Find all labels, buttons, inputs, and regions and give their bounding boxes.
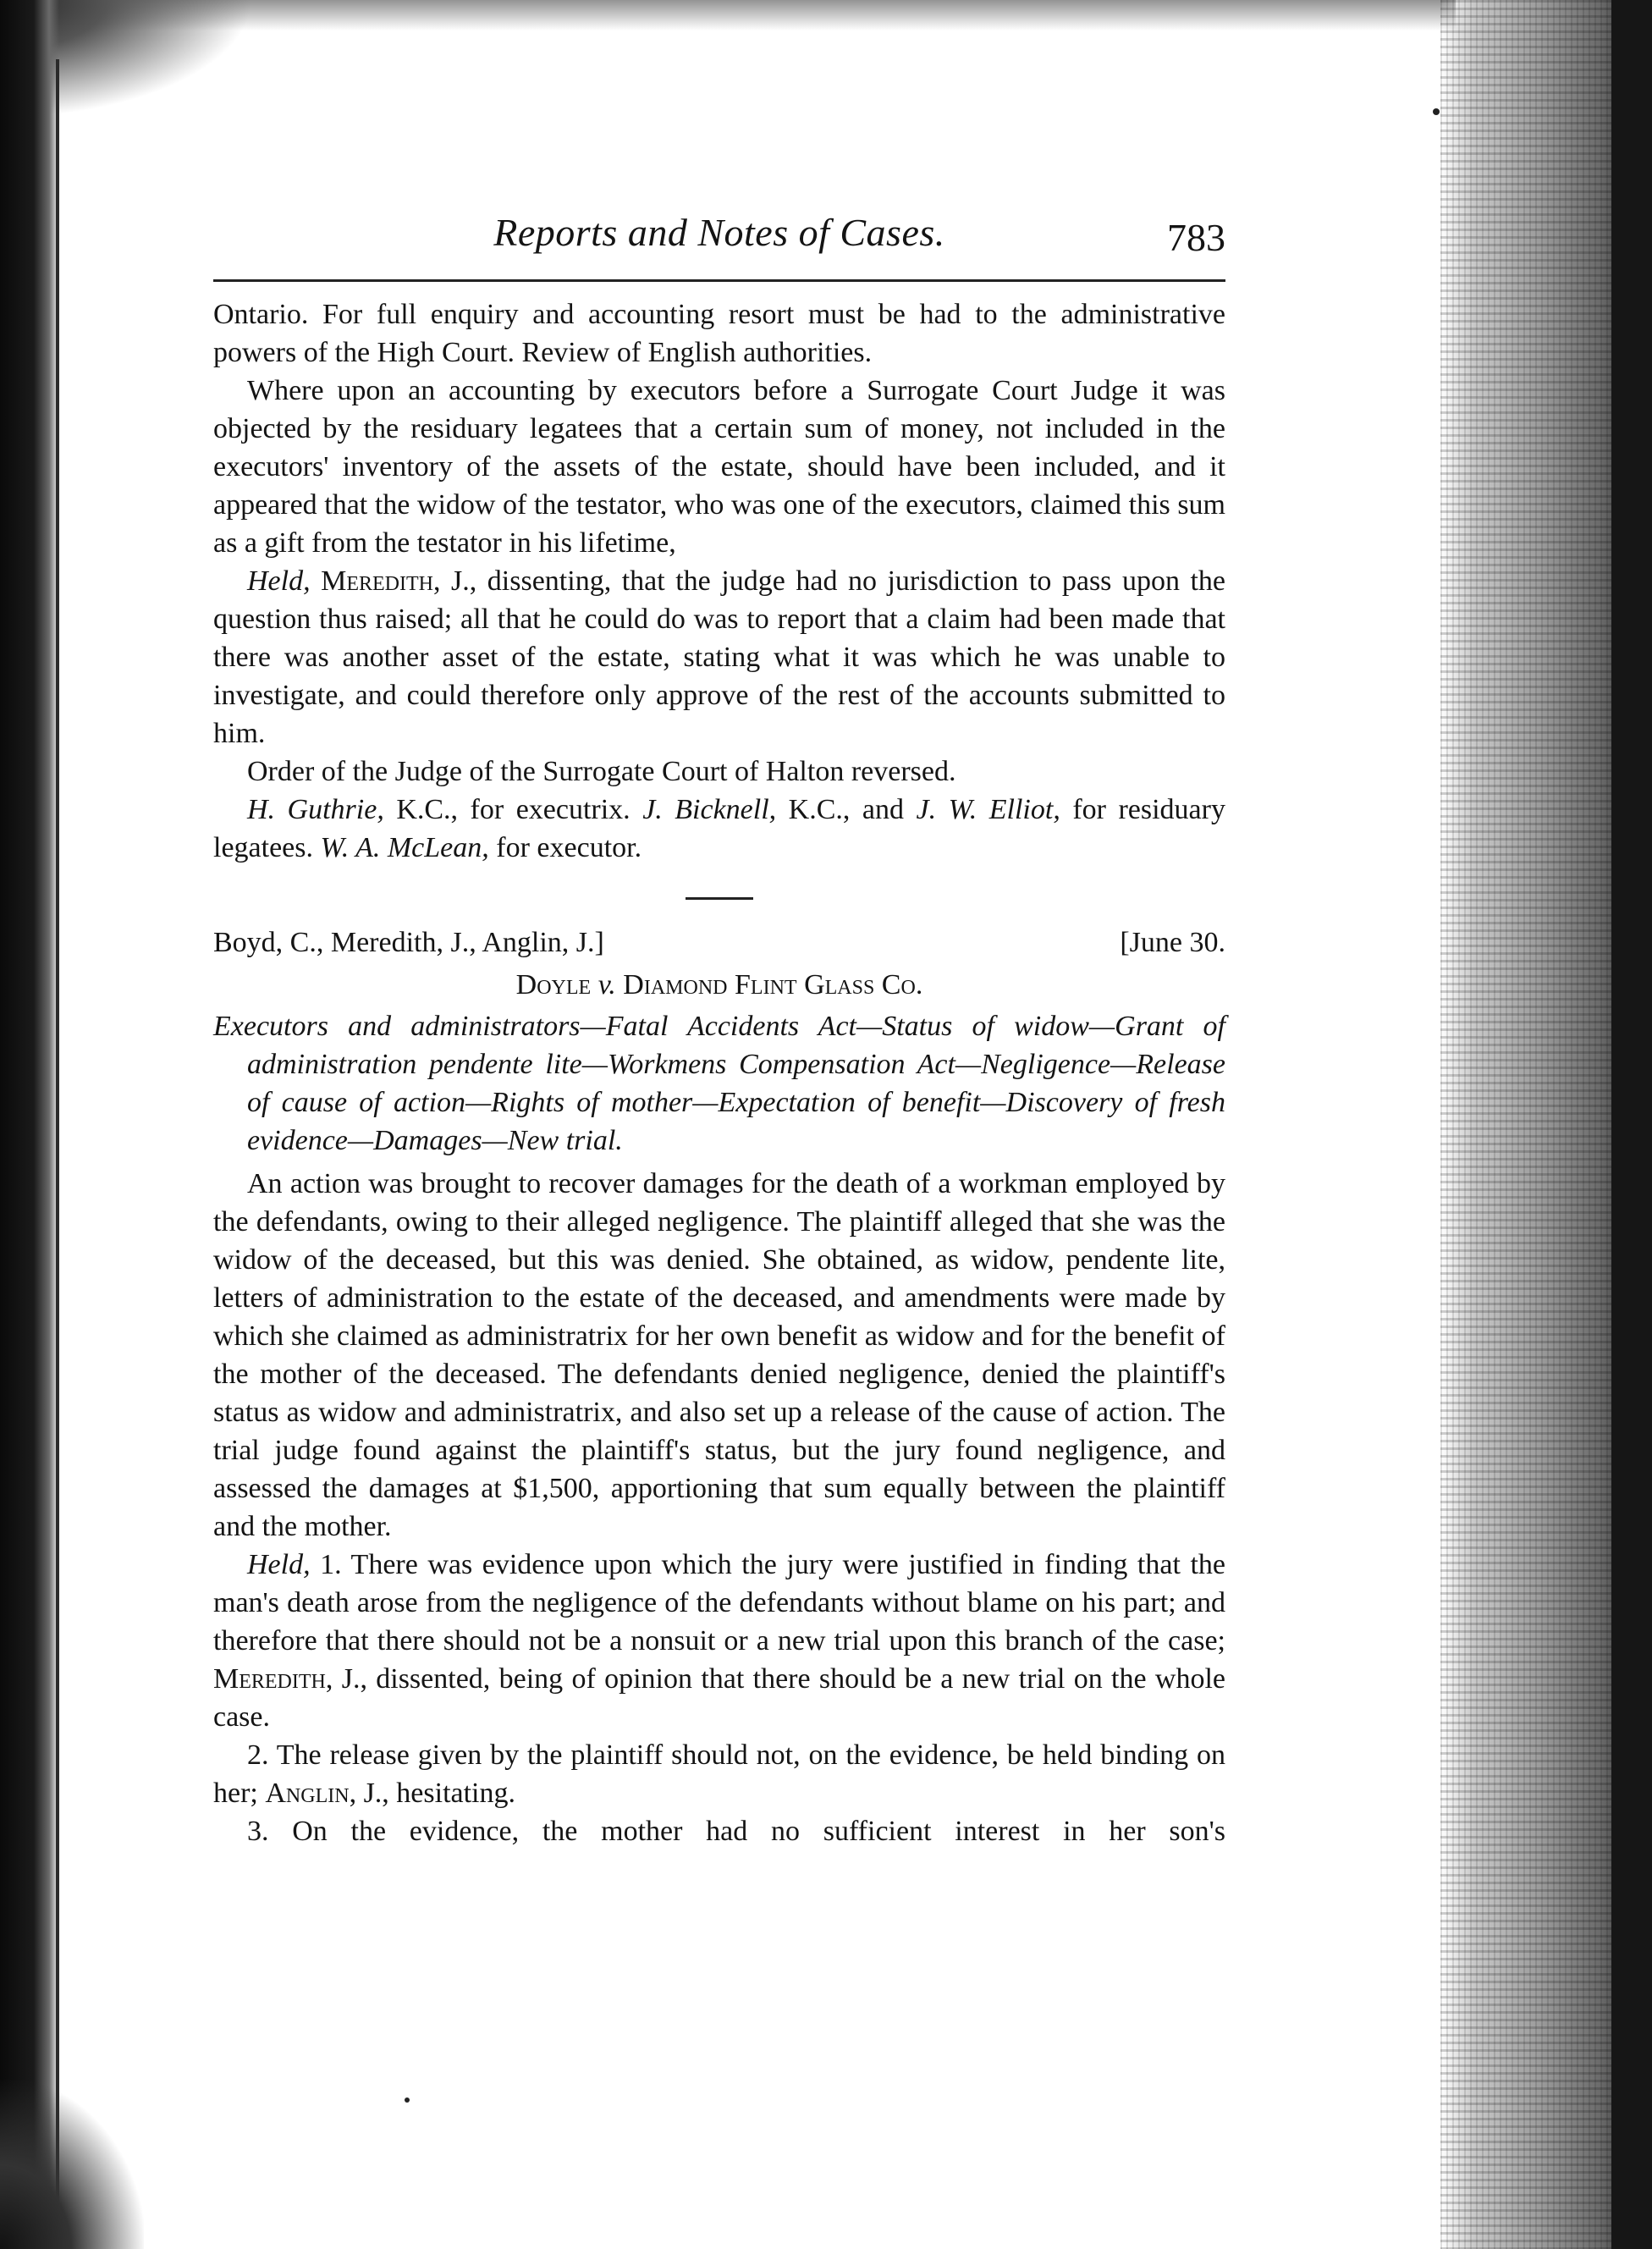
page-number: 783	[1167, 216, 1225, 259]
counsel-name: J. Bicknell,	[642, 794, 777, 825]
running-title: Reports and Notes of Cases.	[493, 211, 945, 254]
counsel-name: W. A. McLean,	[320, 832, 489, 863]
case2-held-3: 3. On the evidence, the mother had no sufficient interest in her son's	[247, 1816, 1225, 1847]
case1-order: Order of the Judge of the Surrogate Court of Halton reversed.	[247, 756, 956, 787]
case2-held-1	[213, 1546, 1225, 1736]
case1-paragraph-2: Where upon an accounting by executors before a Surrogate Court Judge it was objected by the residuary legatees that a certain sum of money, not included in the executors' inventory of the assets of the estate, should have been included, and it appeared that the widow of the testator, who was one of the executors, claimed this sum as a gift from the testator in his lifetime,	[213, 375, 1225, 559]
case2-held-2	[213, 1736, 1225, 1812]
counsel-role: K.C., for executrix.	[383, 794, 643, 825]
case1-held-text: , J., dissenting, that the judge had no jurisdiction to pass upon the question thus raised; all that he could do was to report that a claim had been made that there was another asset of the estate, stating what it was which he was unable to investigate, and could therefore only approve of the rest of the accounts submitted to him.	[213, 565, 1226, 749]
case2-held-1-text-b: , J., dissented, being of opinion that there should be a new trial on the whole case.	[213, 1663, 1225, 1733]
scan-speck	[1433, 108, 1440, 115]
held-label: Held,	[247, 565, 311, 597]
scan-corner-shadow-bottom-left	[0, 2080, 144, 2249]
header-rule	[213, 279, 1225, 282]
counsel-role: for executor.	[488, 832, 642, 863]
case2-held-1-text-a: 1. There was evidence upon which the jury were justified in finding that the man's death arose from the negligence of the defendants without blame on his part; and therefore that there should not be a nonsuit or a new trial upon this branch of the case;	[213, 1549, 1225, 1656]
case-party-defendant: Diamond Flint Glass Co.	[623, 969, 923, 1000]
decision-date: [June 30.	[1120, 927, 1225, 958]
scan-left-edge-line	[56, 59, 59, 2226]
case-versus: v.	[597, 969, 616, 1000]
case2-facts: An action was brought to recover damages for the death of a workman employed by the defendants, owing to their alleged negligence. The plaintiff alleged that she was the widow of the deceased, but this was denied. She obtained, as widow, pendente lite, letters of administration to the estate of the deceased, and amendments were made by which she claimed as administratrix for her own benefit as widow and for the benefit of the mother of the deceased. The defendants denied negligence, denied the plaintiff's status as widow and administratrix, and also set up a release of the cause of action. The trial judge found against the plaintiff's status, but the jury found negligence, and assessed the damages at $1,500, apportioning that sum equally between the plaintiff and the mother.	[213, 1168, 1225, 1542]
case2-held-2-text-a: 2. The release given by the plaintiff should not, on the evidence, be held binding on her;	[213, 1739, 1225, 1809]
case-title	[213, 966, 1225, 1004]
scan-left-binding-shadow	[0, 0, 59, 2249]
scan-right-dark-border	[1611, 0, 1652, 2249]
counsel-role: for residuary legatees.	[213, 794, 1225, 863]
case-separator-rule	[686, 897, 753, 900]
scan-speck	[405, 2097, 410, 2103]
counsel-name: H. Guthrie,	[247, 794, 384, 825]
case2-held-2-text-b: , J., hesitating.	[349, 1778, 515, 1809]
judge-name: Meredith	[213, 1663, 326, 1695]
case1-held-paragraph	[213, 562, 1225, 752]
counsel-name: J. W. Elliot,	[916, 794, 1060, 825]
case-party-plaintiff: Doyle	[515, 969, 592, 1000]
case1-counsel	[213, 791, 1225, 867]
court-judges: Boyd, C., Meredith, J., Anglin, J.]	[213, 927, 604, 958]
court-line	[213, 923, 1225, 962]
counsel-role: K.C., and	[776, 794, 917, 825]
running-head	[213, 203, 1225, 279]
judge-name: Anglin	[265, 1778, 350, 1809]
case1-paragraph-1: Ontario. For full enquiry and accounting resort must be had to the administrative powers of the High Court. Review of English authorities.	[213, 299, 1225, 368]
held-label: Held,	[247, 1549, 311, 1580]
judge-name: Meredith	[321, 565, 434, 597]
headnote: Executors and administrators—Fatal Accidents Act—Status of widow—Grant of administration pendente lite—Workmens Compensation Act—Negligence—Release of cause of action—Rights of mother—Expectation of benefit—Discovery of fresh evidence—Damages—New trial.	[213, 1011, 1225, 1156]
book-page	[213, 203, 1225, 1850]
